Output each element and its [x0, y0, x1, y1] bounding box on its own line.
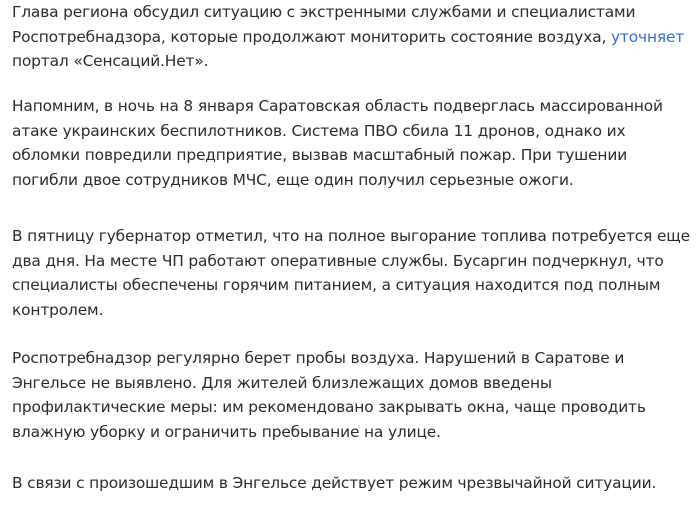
article-paragraph-5: В связи с произошедшим в Энгельсе действует режим чрезвычайной ситуации. [12, 474, 657, 492]
article-paragraph-4: Роспотребнадзор регулярно берет пробы воздуха. Нарушений в Саратове и Энгельсе не выявлено. Для жителей близлежащих домов введены профилактические меры: им рекомендовано закрывать окна, чаще проводить влажную уборку и ограничить пребывание на улице. [12, 349, 646, 441]
article-paragraph-2: Напомним, в ночь на 8 января Саратовская область подверглась массированной атаке украинских беспилотников. Система ПВО сбила 11 дронов, однако их обломки повредили предприятие, вызвав масштабный пожар. При тушении погибли двое сотрудников МЧС, еще один получил серьезные ожоги. [12, 97, 663, 189]
paragraph-text: Глава региона обсудил ситуацию с экстренными службами и специалистами Роспотребнадзора, которые продолжают мониторить состояние воздуха, [12, 3, 636, 46]
source-link[interactable]: уточняет [610, 27, 685, 46]
article-paragraph-3: В пятницу губернатор отметил, что на полное выгорание топлива потребуется еще два дня. На месте ЧП работают оперативные службы. Бусаргин подчеркнул, что специалисты обеспечены горячим питанием, а ситуация находится под полным контролем. [12, 227, 690, 319]
paragraph-text: портал «Сенсаций.Нет». [12, 52, 209, 70]
article-paragraph-1 [12, 0, 690, 74]
